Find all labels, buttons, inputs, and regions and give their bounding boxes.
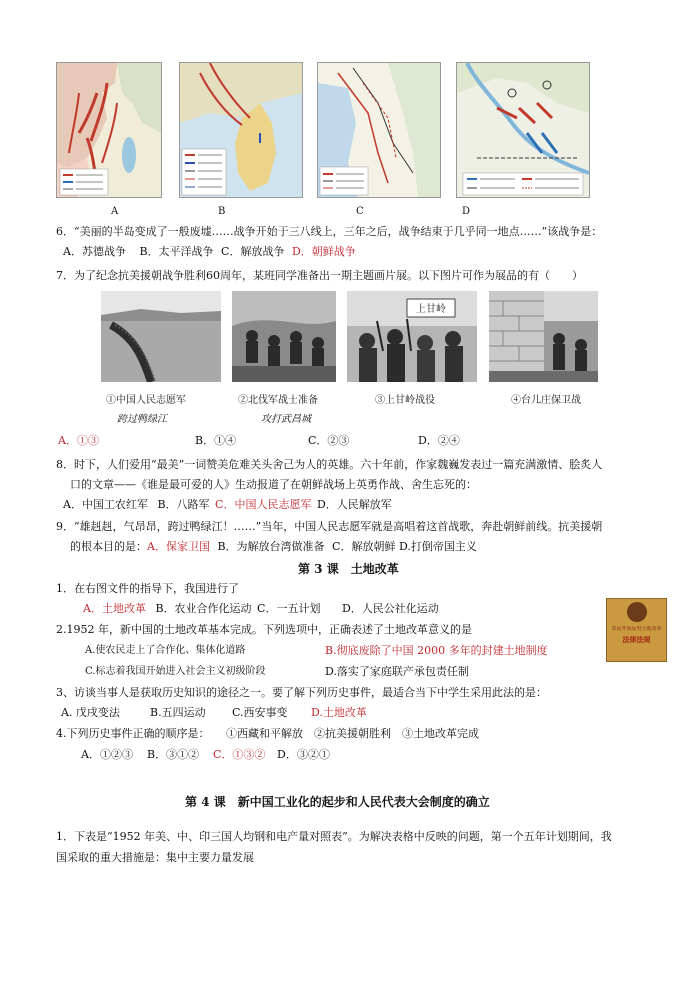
q9-question-prefix: 的根本目的是： (70, 540, 147, 553)
l3-q2-option-d: D.落实了家庭联产承包责任制 (325, 665, 469, 678)
q6-option-b: B．太平洋战争 (139, 245, 214, 258)
q8-option-a: A．中国工农红军 (63, 498, 148, 511)
l3-q3-option-d: D.土地改革 (311, 706, 367, 719)
q8-question-line2: 口的文章——《谁是最可爱的人》生动报道了在朝鲜战场上英勇作战、舍生忘死的： (70, 478, 477, 491)
q8-option-c: C．中国人民志愿军 (215, 498, 312, 511)
map-d-label: D (462, 206, 471, 217)
l3-q4-question: 4.下列历史事件正确的顺序是： ①西藏和平解放 ②抗美援朝胜利 ③土地改革完成 (56, 727, 479, 740)
q7-question: 7．为了纪念抗美援朝战争胜利60周年，某班同学准备出一期主题画片展。以下图片可作为展品的有（ ） (56, 269, 583, 282)
q8-question-line1: 8．时下，人们爱用“最美”一词赞美危难关头舍己为人的英雄。六十年前，作家魏巍发表过一篇充满激情、脍炙人 (56, 458, 603, 471)
l3-q1-option-c: C．一五计划 (257, 602, 321, 615)
poster-title: 农民开展反对土地改革 (611, 626, 662, 632)
q6-option-c: C．解放战争 (221, 245, 285, 258)
l3-q1-option-b: B．农业合作化运动 (155, 602, 252, 615)
q9-question-line1: 9．“雄赳赳，气昂昂，跨过鸭绿江！……”当年，中国人民志愿军就是高唱着这首战歌，奔赴朝鲜前线。抗美援朝 (56, 520, 603, 533)
q7-option-d: D．②④ (418, 434, 460, 447)
q8-option-b: B．八路军 (157, 498, 210, 511)
l3-q2-option-c: C.标志着我国开始进入社会主义初级阶段 (85, 666, 266, 677)
q6-question: 6．“美丽的半岛变成了一般废墟……战争开始于三八线上，三年之后，战争结束于几乎同一地点……”该战争是： (56, 225, 603, 238)
l3-q4-option-c: C．①③② (213, 748, 266, 761)
q6-option-a: A．苏德战争 (63, 245, 126, 258)
l3-q3-question: 3、访谈当事人是获取历史知识的途径之一。要了解下列历史事件，最适合当下中学生采用此法的是： (56, 686, 547, 699)
photo-northern-expedition (232, 291, 336, 382)
l3-q4-option-b: B．③①② (147, 748, 200, 761)
q8-options (63, 498, 392, 512)
photo-1-caption-2: 跨过鸭绿江 (117, 414, 167, 425)
l3-q1-option-a: A．土地改革 (83, 602, 146, 615)
lesson3-title: 第 3 课 土地改革 (298, 562, 399, 576)
shangganling-sign-text: 上甘岭 (416, 304, 446, 315)
map-a-label: A (111, 206, 119, 217)
l3-q1-question: 1．在右图文件的指导下，我国进行了 (56, 582, 239, 595)
l3-q4-option-d: D．③②① (277, 748, 330, 761)
photo-1-caption: ①中国人民志愿军 (106, 395, 186, 406)
photo-shangganling (347, 291, 477, 382)
l4-q1-question-line1: 1．下表是“1952 年美、中、印三国人均钢和电产量对照表”。为解决表格中反映的问题，第一个五年计划期间，我 (56, 830, 612, 843)
photo-2-caption-2: 攻打武昌城 (261, 414, 311, 425)
l3-q2-question: 2.1952 年，新中国的土地改革基本完成。下列选项中，正确表述了土地改革意义的是 (56, 623, 472, 636)
photo-2-caption: ②北伐军战士准备 (238, 395, 318, 406)
photo-crossing-yalu (101, 291, 221, 382)
l4-q1-question-line2: 国采取的重大措施是：集中主要力量发展 (56, 851, 254, 864)
l3-q1-options (83, 602, 439, 616)
map-a (56, 62, 162, 198)
land-reform-document-image (606, 598, 667, 662)
q9-option-d: D.打倒帝国主义 (398, 540, 477, 553)
photo-3-caption: ③上甘岭战役 (375, 395, 435, 406)
q8-option-d: D．人民解放军 (316, 498, 392, 511)
q7-option-a: A．①③ (58, 434, 99, 447)
l3-q2-option-a: A.使农民走上了合作化、集体化道路 (85, 645, 246, 656)
q6-option-d: D．朝鲜战争 (291, 245, 356, 258)
map-b (179, 62, 303, 198)
q9-option-c: C．解放朝鲜 (332, 540, 396, 553)
l3-q3-option-b: B.五四运动 (150, 706, 206, 719)
l3-q4-option-a: A．①②③ (81, 748, 133, 761)
portrait-icon (627, 602, 647, 622)
poster-subtitle: 法律法规 (622, 636, 651, 644)
q7-option-c: C．②③ (308, 434, 350, 447)
lesson4-title: 第 4 课 新中国工业化的起步和人民代表大会制度的确立 (185, 795, 490, 809)
l3-q3-option-c: C.西安事变 (232, 706, 288, 719)
map-c (317, 62, 441, 198)
l3-q1-option-d: D．人民公社化运动 (341, 602, 439, 615)
photo-4-caption: ④台儿庄保卫战 (511, 395, 581, 406)
q6-options (63, 245, 356, 259)
map-c-label: C (356, 206, 364, 217)
q7-option-b: B．①④ (195, 434, 237, 447)
map-d (456, 62, 590, 198)
q9-question-line2 (70, 540, 477, 554)
l3-q2-option-b: B.彻底废除了中国 2000 多年的封建土地制度 (325, 644, 548, 657)
l3-q3-option-a: A. 戊戌变法 (61, 706, 120, 719)
map-b-label: B (218, 206, 226, 217)
photo-taierzhuang (489, 291, 598, 382)
q9-option-b: B．为解放台湾做准备 (217, 540, 325, 553)
q9-option-a: A．保家卫国 (147, 540, 210, 553)
